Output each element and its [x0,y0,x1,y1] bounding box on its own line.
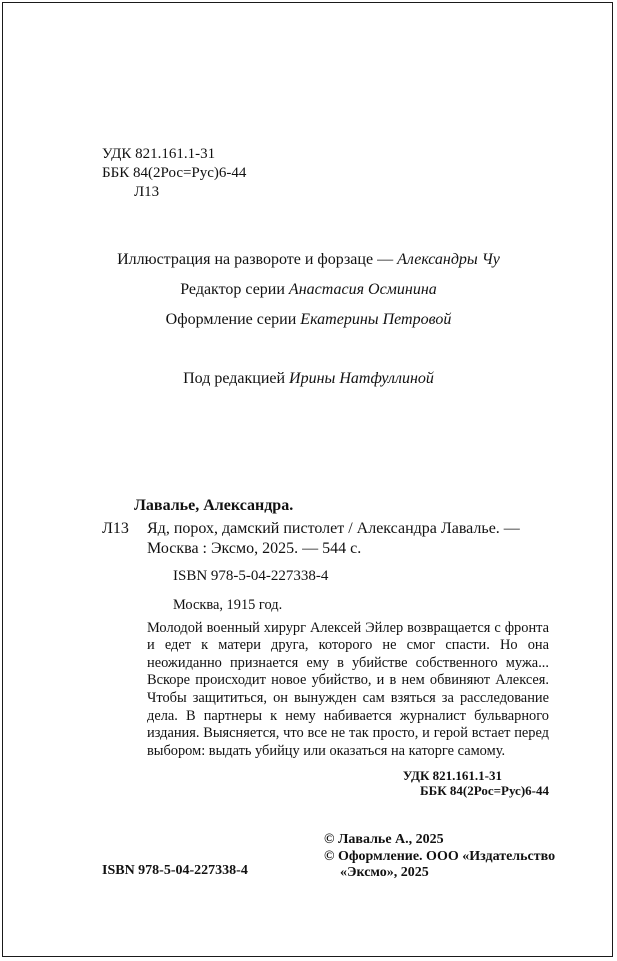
card-title-line1: Яд, порох, дамский пистолет / Александра Лавалье. — [147,520,520,537]
card-author-sign: Л13 [102,520,129,537]
credit-edited-by [0,370,617,388]
credit-label: Иллюстрация на развороте и форзаце — [117,251,398,268]
card-isbn: ISBN 978-5-04-227338-4 [173,568,329,584]
card-author-heading: Лавалье, Александра. [134,497,294,514]
page-border [2,2,613,957]
credit-name: Александры Чу [397,251,500,268]
credit-name: Екатерины Петровой [300,311,452,328]
card-bbk: ББК 84(2Рос=Рус)6-44 [420,783,549,798]
credit-label: Редактор серии [180,281,289,298]
credit-label: Оформление серии [165,311,301,328]
credit-label: Под редакцией [183,370,290,387]
copyright-author: © Лавалье А., 2025 [324,832,444,847]
footer-isbn: ISBN 978-5-04-227338-4 [102,863,248,878]
credit-name: Анастасия Осминина [288,281,437,298]
annotation-text: Молодой военный хирург Алексей Эйлер возвращается с фронта и едет к матери друга, которого не смог спасти. Но она неожиданно признается ему в убийстве собственного мужа... Вскоре происходит новое убийство, и в нем обвиняют Алексея. Чтобы защититься, он вынужден сам взяться за расследование дела. В партнеры к нему набивается журналист бульварного издания. Выясняется, что все не так просто, и герой встает перед выбором: выдать убийцу или оказаться на каторге самому. [147,619,549,759]
credit-series-editor [0,281,617,299]
credit-illustration [0,251,617,269]
card-udk: УДК 821.161.1-31 [402,768,502,783]
author-sign: Л13 [134,184,160,200]
bbk-code: ББК 84(2Рос=Рус)6-44 [102,165,247,181]
credit-series-design [0,311,617,329]
udk-code: УДК 821.161.1-31 [102,146,216,162]
credit-name: Ирины Натфуллиной [289,370,434,387]
annotation-place-date: Москва, 1915 год. [173,597,283,613]
copyright-design-line2: «Эксмо», 2025 [340,865,429,880]
card-title-line2: Москва : Эксмо, 2025. — 544 с. [147,540,362,557]
copyright-design-line1: © Оформление. ООО «Издательство [324,849,556,864]
card-annotation [147,597,549,760]
